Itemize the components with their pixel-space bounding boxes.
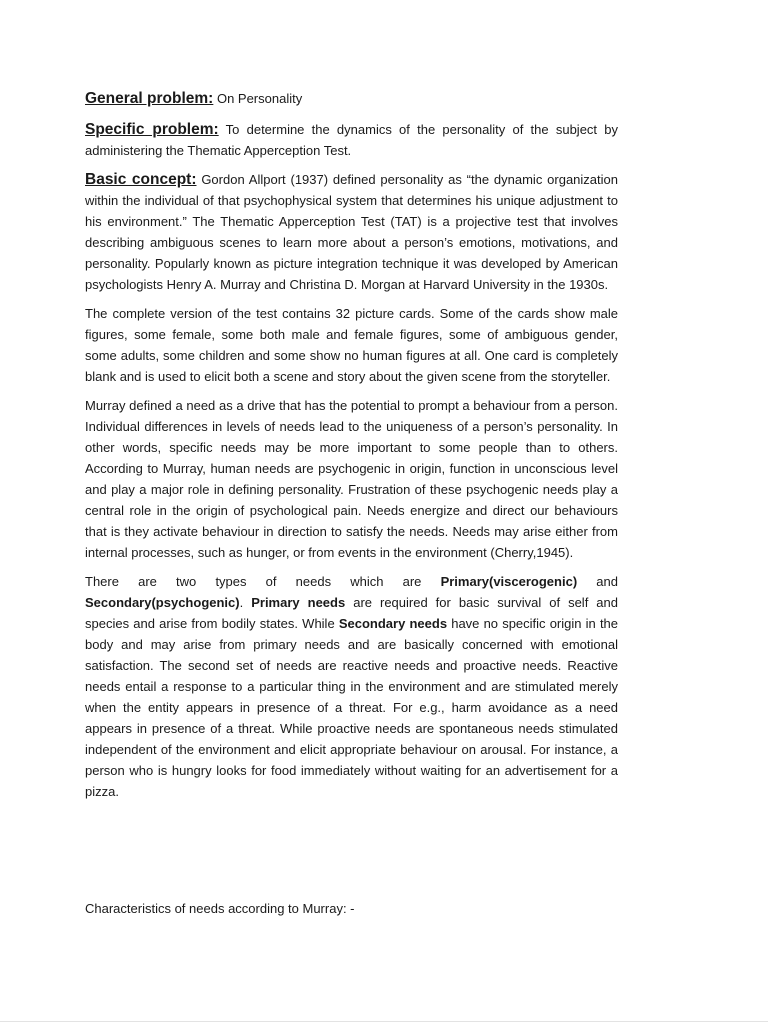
page-bottom-edge (0, 1021, 768, 1022)
types-text-1: There are two types of needs which are (85, 574, 441, 589)
secondary-needs-term: Secondary needs (338, 616, 448, 631)
secondary-psychogenic-term: Secondary(psychogenic) (85, 595, 240, 610)
murray-needs-paragraph: Murray defined a need as a drive that has the potential to prompt a behaviour from a person. Individual differences in levels of needs lead to the uniqueness of a person’s personality. In other words, specific needs may be more important to some people than to others. According to Murray, human needs are psychogenic in origin, function in unconscious level and play a major role in defining personality. Frustration of these psychogenic needs play a central role in the origin of psychological pain. Needs energize and direct our behaviours that is they activate behaviour in direction to satisfy the needs. Needs may arise either from internal processes, such as hunger, or from events in the environment (Cherry,1945). (85, 398, 618, 560)
types-of-needs-paragraph (85, 571, 618, 802)
types-text-3: . (239, 595, 252, 610)
basic-concept-text: Gordon Allport (1937) defined personality as “the dynamic organization within the individual of that psychophysical system that determines his unique adjustment to his environment.” The Thematic Apperception Test (TAT) is a projective test that involves describing ambiguous scenes to learn more about a person’s emotions, motivations, and personality. Popularly known as picture integration technique it was developed by American psychologists Henry A. Murray and Christina D. Morgan at Harvard University in the 1930s. (85, 172, 618, 292)
general-problem-text: On Personality (213, 91, 303, 106)
types-text-4: are required for basic survival of self and species and arise from bodily states. While (85, 595, 618, 631)
specific-problem-paragraph (85, 119, 618, 161)
general-problem-heading: General problem: (85, 90, 214, 107)
primary-needs-term: Primary needs (251, 595, 346, 610)
picture-cards-paragraph: The complete version of the test contains 32 picture cards. Some of the cards show male figures, some female, some both male and female figures, some of ambiguous gender, some adults, some children and some show no human figures at all. One card is completely blank and is used to elicit both a scene and story about the given scene from the storyteller. (85, 306, 618, 384)
specific-problem-heading: Specific problem: (85, 121, 219, 138)
blank-spacer (85, 810, 618, 898)
basic-concept-heading: Basic concept: (85, 171, 197, 188)
general-problem-paragraph (85, 88, 618, 109)
primary-viscerogenic-term: Primary(viscerogenic) (440, 574, 578, 589)
types-text-2: and (577, 574, 618, 589)
document-page (85, 88, 618, 927)
basic-concept-paragraph (85, 169, 618, 295)
specific-problem-text: To determine the dynamics of the personality of the subject by administering the Thematic Apperception Test. (85, 122, 618, 158)
types-text-5: have no specific origin in the body and may arise from primary needs and are basically concerned with emotional satisfaction. The second set of needs are reactive needs and proactive needs. Reactive needs entail a response to a particular thing in the environment and are stimulated merely when the entity appears in presence of a threat. For e.g., harm avoidance as a need appears in presence of a threat. While proactive needs are spontaneous needs stimulated independent of the environment and elicit appropriate behaviour on arousal. For instance, a person who is hungry looks for food immediately without waiting for an advertisement for a pizza. (85, 616, 619, 799)
characteristics-heading: Characteristics of needs according to Murray: - (85, 901, 355, 916)
